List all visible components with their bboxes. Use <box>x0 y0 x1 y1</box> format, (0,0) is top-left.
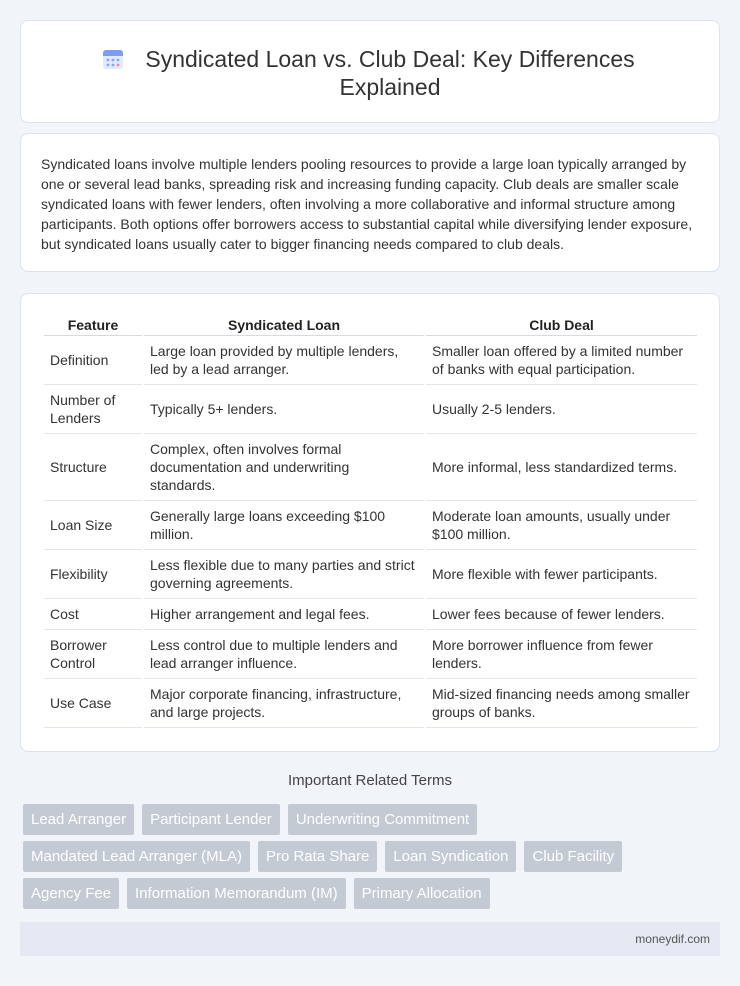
related-term-tag[interactable]: Information Memorandum (IM) <box>127 878 346 909</box>
footer <box>20 922 720 956</box>
table-row <box>44 385 697 434</box>
table-row <box>44 336 697 385</box>
row-syndicated: Generally large loans exceeding $100 million. <box>144 501 424 550</box>
related-term-tag[interactable]: Club Facility <box>524 841 622 872</box>
row-club: More flexible with fewer participants. <box>426 550 697 599</box>
related-term-tag[interactable]: Mandated Lead Arranger (MLA) <box>23 841 250 872</box>
intro-paragraph: Syndicated loans involve multiple lenders pooling resources to provide a large loan typically arranged by one or several lead banks, spreading risk and increasing funding capacity. Club deals are smaller scale syndicated loans with fewer lenders, often involving a more collaborative and informal structure among participants. Both options offer borrowers access to substantial capital while diversifying lender exposure, but syndicated loans usually cater to bigger financing needs compared to club deals. <box>41 156 693 252</box>
row-club: More informal, less standardized terms. <box>426 434 697 501</box>
related-term-tag[interactable]: Primary Allocation <box>354 878 490 909</box>
row-syndicated: Typically 5+ lenders. <box>144 385 424 434</box>
related-term-tag[interactable]: Pro Rata Share <box>258 841 377 872</box>
page-title: Syndicated Loan vs. Club Deal: Key Differences Explained <box>145 46 635 100</box>
row-syndicated: Less control due to multiple lenders and lead arranger influence. <box>144 630 424 679</box>
table-header-row <box>44 314 697 336</box>
comparison-card <box>20 293 720 752</box>
table-row <box>44 679 697 728</box>
intro-card <box>20 133 720 272</box>
related-term-tag[interactable]: Lead Arranger <box>23 804 134 835</box>
row-feature: Use Case <box>44 679 142 728</box>
row-feature: Flexibility <box>44 550 142 599</box>
row-feature: Borrower Control <box>44 630 142 679</box>
row-syndicated: Major corporate financing, infrastructure, and large projects. <box>144 679 424 728</box>
header-club-deal: Club Deal <box>426 314 697 336</box>
related-terms-title: Important Related Terms <box>288 772 452 789</box>
comparison-table <box>42 314 699 728</box>
row-feature: Number of Lenders <box>44 385 142 434</box>
row-feature: Loan Size <box>44 501 142 550</box>
header-feature: Feature <box>44 314 142 336</box>
row-syndicated: Large loan provided by multiple lenders, led by a lead arranger. <box>144 336 424 385</box>
footer-site-link[interactable]: moneydif.com <box>635 932 710 946</box>
related-term-tag[interactable]: Underwriting Commitment <box>288 804 477 835</box>
header-syndicated-loan: Syndicated Loan <box>144 314 424 336</box>
table-row <box>44 434 697 501</box>
row-club: Lower fees because of fewer lenders. <box>426 599 697 630</box>
row-club: Smaller loan offered by a limited number of banks with equal participation. <box>426 336 697 385</box>
row-club: Mid-sized financing needs among smaller groups of banks. <box>426 679 697 728</box>
row-feature: Structure <box>44 434 142 501</box>
table-row <box>44 501 697 550</box>
table-row <box>44 550 697 599</box>
related-terms-list <box>23 804 723 915</box>
row-syndicated: Complex, often involves formal documentation and underwriting standards. <box>144 434 424 501</box>
row-syndicated: Less flexible due to many parties and strict governing agreements. <box>144 550 424 599</box>
row-club: More borrower influence from fewer lenders. <box>426 630 697 679</box>
related-term-tag[interactable]: Agency Fee <box>23 878 119 909</box>
row-club: Usually 2-5 lenders. <box>426 385 697 434</box>
title-card <box>20 20 720 123</box>
row-feature: Cost <box>44 599 142 630</box>
row-feature: Definition <box>44 336 142 385</box>
related-term-tag[interactable]: Participant Lender <box>142 804 280 835</box>
row-syndicated: Higher arrangement and legal fees. <box>144 599 424 630</box>
table-row <box>44 630 697 679</box>
related-term-tag[interactable]: Loan Syndication <box>385 841 516 872</box>
row-club: Moderate loan amounts, usually under $100 million. <box>426 501 697 550</box>
table-row <box>44 599 697 630</box>
